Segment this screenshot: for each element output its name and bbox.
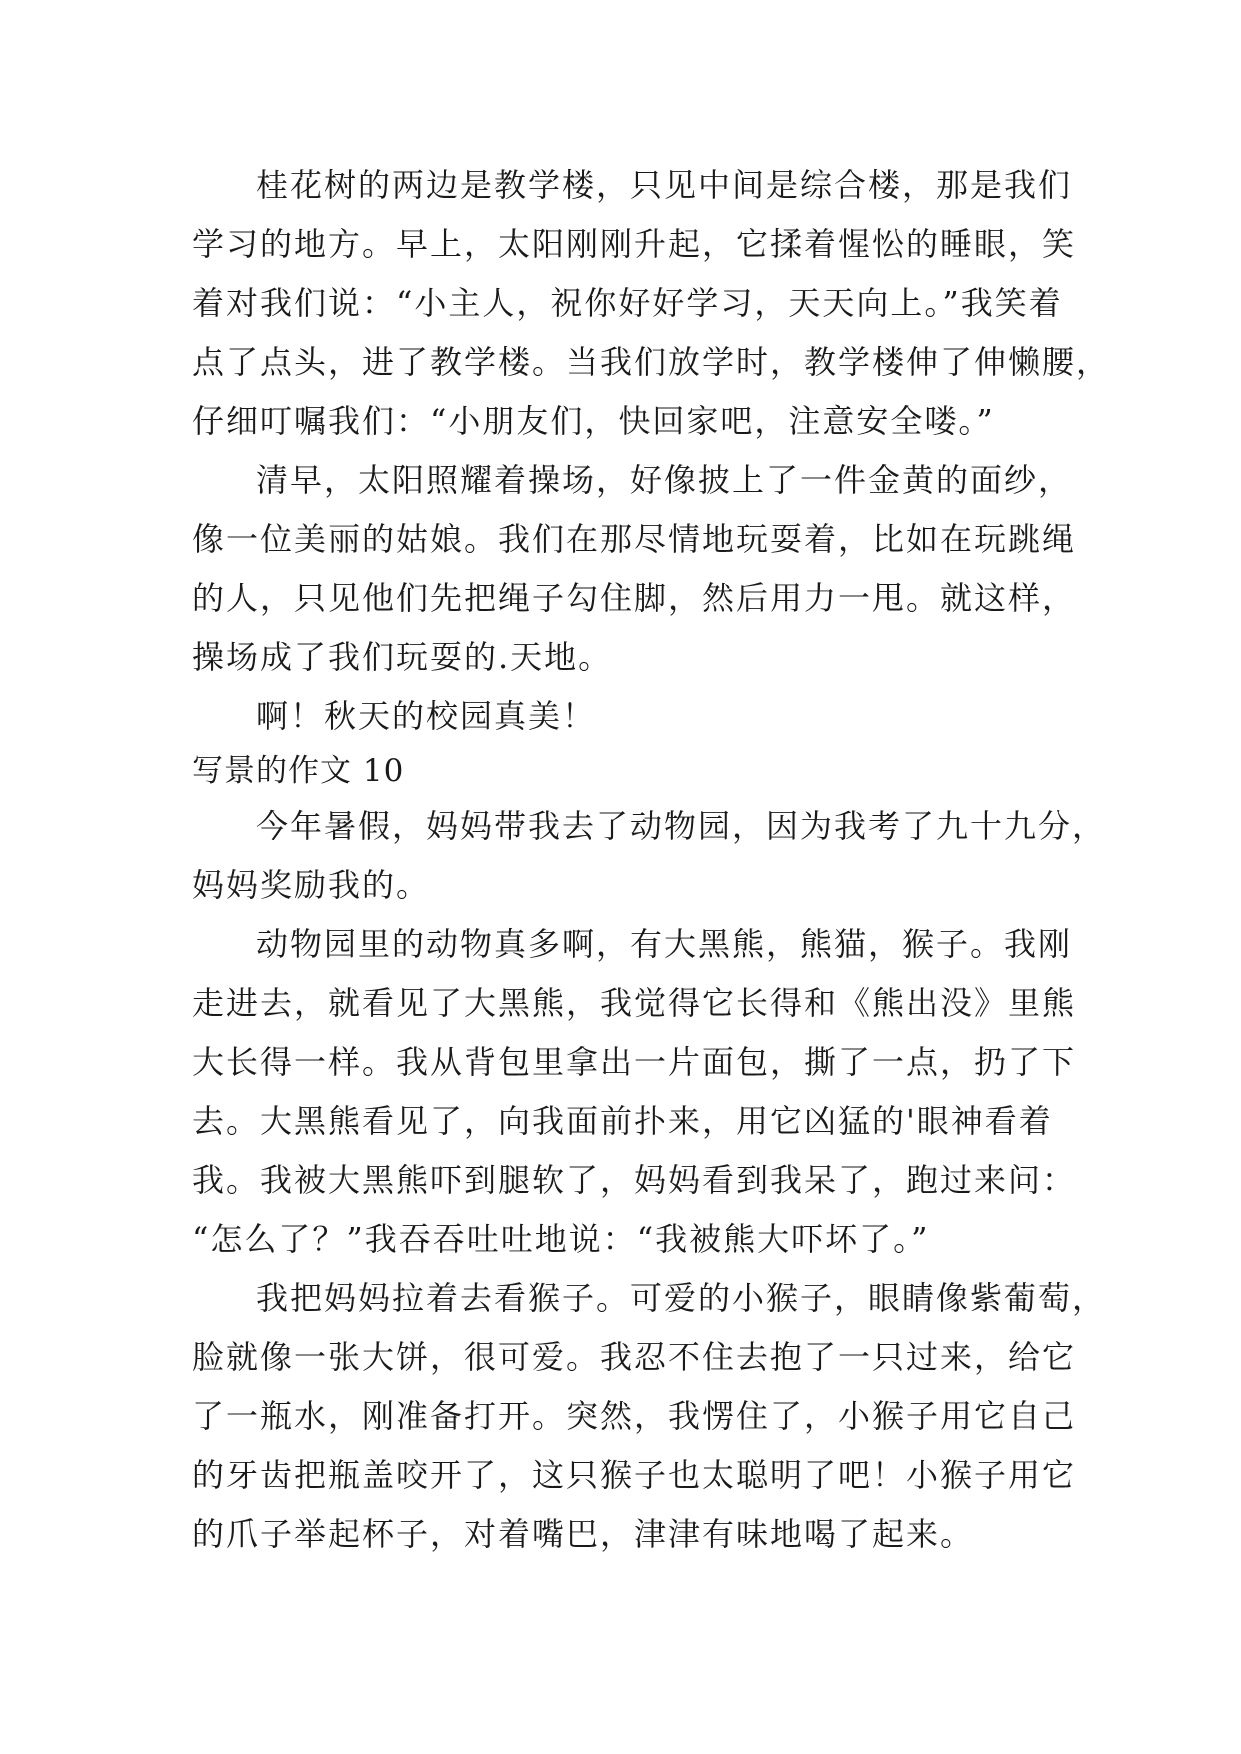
paragraph-line: 我把妈妈拉着去看猴子。可爱的小猴子，眼睛像紫葡萄， [256, 1279, 1107, 1317]
paragraph-line: 妈妈奖励我的。 [192, 866, 431, 904]
paragraph-line: 我。我被大黑熊吓到腿软了，妈妈看到我呆了，跑过来问： [192, 1161, 1077, 1199]
paragraph-line: “怎么了？”我吞吞吐吐地说：“我被熊大吓坏了。” [192, 1220, 930, 1258]
paragraph-line: 着对我们说：“小主人，祝你好好学习，天天向上。”我笑着 [192, 284, 1063, 322]
paragraph-line: 的牙齿把瓶盖咬开了，这只猴子也太聪明了吧！小猴子用它 [192, 1456, 1077, 1494]
paragraph-line: 今年暑假，妈妈带我去了动物园，因为我考了九十九分， [256, 807, 1107, 845]
paragraph-line: 动物园里的动物真多啊，有大黑熊，熊猫，猴子。我刚 [256, 925, 1073, 963]
paragraph-line: 像一位美丽的姑娘。我们在那尽情地玩耍着，比如在玩跳绳 [192, 520, 1077, 558]
paragraph-line: 啊！秋天的校园真美！ [256, 697, 597, 735]
paragraph-line: 大长得一样。我从背包里拿出一片面包，撕了一点，扔了下 [192, 1043, 1077, 1081]
paragraph-line: 操场成了我们玩耍的.天地。 [192, 638, 613, 676]
paragraph-line: 点了点头，进了教学楼。当我们放学时，教学楼伸了伸懒腰， [192, 343, 1111, 381]
paragraph-line: 桂花树的两边是教学楼，只见中间是综合楼，那是我们 [256, 166, 1073, 204]
paragraph-line: 走进去，就看见了大黑熊，我觉得它长得和《熊出没》里熊 [192, 984, 1077, 1022]
paragraph-line: 的人，只见他们先把绳子勾住脚，然后用力一甩。就这样， [192, 579, 1077, 617]
paragraph-line: 清早，太阳照耀着操场，好像披上了一件金黄的面纱， [256, 461, 1073, 499]
paragraph-line: 仔细叮嘱我们：“小朋友们，快回家吧，注意安全喽。” [192, 402, 995, 440]
paragraph-line: 学习的地方。早上，太阳刚刚升起，它揉着惺忪的睡眼，笑 [192, 225, 1077, 263]
document-page [192, 156, 1111, 1564]
paragraph-line: 去。大黑熊看见了，向我面前扑来，用它凶猛的'眼神看着 [192, 1102, 1053, 1140]
section-heading: 写景的作文 10 [192, 753, 405, 789]
paragraph-line: 的爪子举起杯子，对着嘴巴，津津有味地喝了起来。 [192, 1515, 975, 1553]
paragraph-line: 脸就像一张大饼，很可爱。我忍不住去抱了一只过来，给它 [192, 1338, 1077, 1376]
paragraph-line: 了一瓶水，刚准备打开。突然，我愣住了，小猴子用它自己 [192, 1397, 1077, 1435]
